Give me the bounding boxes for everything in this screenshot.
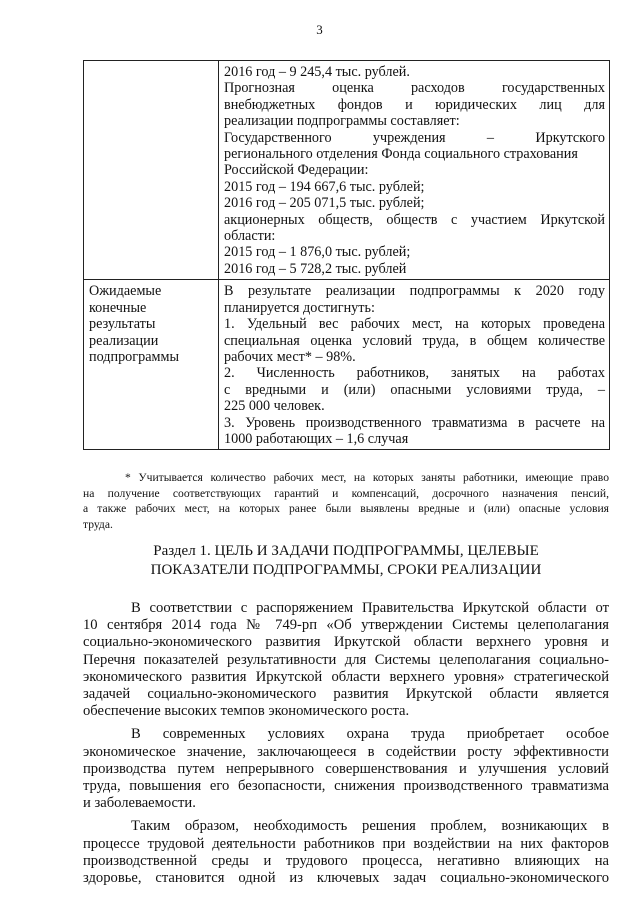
- paragraph-line: обеспечение высоких темпов экономического роста.: [83, 703, 410, 720]
- paragraph-line: В соответствии с распоряжением Правительства Иркутской области от: [131, 600, 609, 616]
- cell-text-line: 2016 год – 9 245,4 тыс. рублей.: [224, 64, 410, 80]
- cell-text-line: планируется достигнуть:: [224, 299, 375, 316]
- row-label-line: результаты: [89, 316, 156, 333]
- table-row: [84, 61, 610, 280]
- cell-text-line: 2. Численность работников, занятых на работах: [224, 365, 605, 382]
- footnote: [83, 470, 609, 532]
- paragraph-line: труда, повышения его безопасности, снижения производственного травматизма: [83, 778, 609, 795]
- cell-text-line: 2016 год – 205 071,5 тыс. рублей;: [224, 195, 425, 212]
- table-row: [84, 280, 610, 450]
- paragraph: [83, 818, 609, 887]
- cell-text-line: 2015 год – 194 667,6 тыс. рублей;: [224, 178, 425, 195]
- cell-text-line: с вредными и (или) опасными условиями труда, –: [224, 381, 605, 398]
- page-number: 3: [316, 22, 323, 37]
- footnote-line: * Учитывается количество рабочих мест, на которых заняты работники, имеющие право: [125, 471, 609, 484]
- cell-text-line: специальная оценка условий труда, в общем количестве: [224, 332, 605, 349]
- heading-line: ПОКАЗАТЕЛИ ПОДПРОГРАММЫ, СРОКИ РЕАЛИЗАЦИИ: [150, 562, 542, 578]
- cell-text-line: регионального отделения Фонда социального страхования: [224, 146, 578, 163]
- footnote-line: труда.: [83, 517, 113, 531]
- cell-text-line: 2015 год – 1 876,0 тыс. рублей;: [224, 244, 411, 261]
- cell-text-line: 3. Уровень производственного травматизма в расчете на: [224, 414, 605, 431]
- paragraph-line: экономическое значение, заключающееся в содействии росту эффективности: [83, 743, 609, 760]
- paragraph-line: процессе трудовой деятельности работников при воздействии на них факторов: [83, 835, 609, 852]
- footnote-line: на получение соответствующих гарантий и компенсаций, досрочного назначения пенсий,: [83, 486, 609, 500]
- row-label-cell: [84, 61, 219, 280]
- row-content-cell: [219, 280, 610, 450]
- paragraph-line: В современных условиях охрана труда приобретает особое: [131, 726, 609, 743]
- paragraph-line: и заболеваемости.: [83, 795, 196, 812]
- paragraph-line: Перечня показателей результативности для Системы целеполагания социально-: [83, 651, 609, 668]
- body-text: [83, 600, 609, 891]
- row-label-line: реализации: [89, 332, 159, 349]
- cell-text-line: акционерных обществ, обществ с участием Иркутской: [224, 211, 605, 228]
- paragraph-line: экономического развития Иркутской области верхнего уровня» стратегической: [83, 668, 609, 685]
- paragraph-line: Таким образом, необходимость решения проблем, возникающих в: [131, 818, 609, 835]
- cell-text-line: 1000 работающих – 1,6 случая: [224, 430, 409, 447]
- footnote-line: а также рабочих мест, на которых ранее были выявлены вредные и (или) опасные условия: [83, 502, 609, 516]
- cell-text-line: Российской Федерации:: [224, 162, 369, 179]
- paragraph-line: социально-экономического развития Иркутской области верхнего уровня и: [83, 634, 609, 651]
- section-heading: [83, 542, 609, 580]
- cell-text-line: внебюджетных фондов и юридических лиц для: [224, 96, 605, 113]
- paragraph-line: производственной среды и трудового процесса, негативно влияющих на: [83, 852, 609, 869]
- paragraph: [83, 600, 609, 720]
- cell-text-line: Прогнозная оценка расходов государственных: [224, 80, 605, 97]
- paragraph: [83, 726, 609, 812]
- cell-text-line: рабочих мест* – 98%.: [224, 348, 356, 365]
- cell-text-line: Государственного учреждения – Иркутского: [224, 129, 605, 146]
- paragraph-line: 10 сентября 2014 года № 749-рп «Об утверждении Системы целеполагания: [83, 617, 609, 634]
- row-label-line: подпрограммы: [89, 348, 179, 365]
- subprogram-passport-table: [83, 60, 610, 450]
- heading-line: Раздел 1. ЦЕЛЬ И ЗАДАЧИ ПОДПРОГРАММЫ, ЦЕЛЕВЫЕ: [153, 543, 539, 559]
- paragraph-line: задачей социально-экономического развития Иркутской области является: [83, 686, 609, 703]
- row-label-line: конечные: [89, 299, 147, 316]
- cell-text-line: 2016 год – 5 728,2 тыс. рублей: [224, 260, 407, 277]
- cell-text-line: 1. Удельный вес рабочих мест, на которых проведена: [224, 316, 605, 333]
- row-content-cell: [219, 61, 610, 280]
- row-label-cell: [84, 280, 219, 450]
- row-label-line: Ожидаемые: [89, 283, 162, 300]
- cell-text-line: области:: [224, 228, 276, 245]
- cell-text-line: В результате реализации подпрограммы к 2020 году: [224, 283, 605, 300]
- cell-text-line: 225 000 человек.: [224, 398, 325, 415]
- paragraph-line: производства путем непрерывного совершенствования и улучшения условий: [83, 760, 609, 777]
- paragraph-line: здоровье, становится одной из ключевых задач социально-экономического: [83, 870, 609, 887]
- cell-text-line: реализации подпрограммы составляет:: [224, 113, 460, 130]
